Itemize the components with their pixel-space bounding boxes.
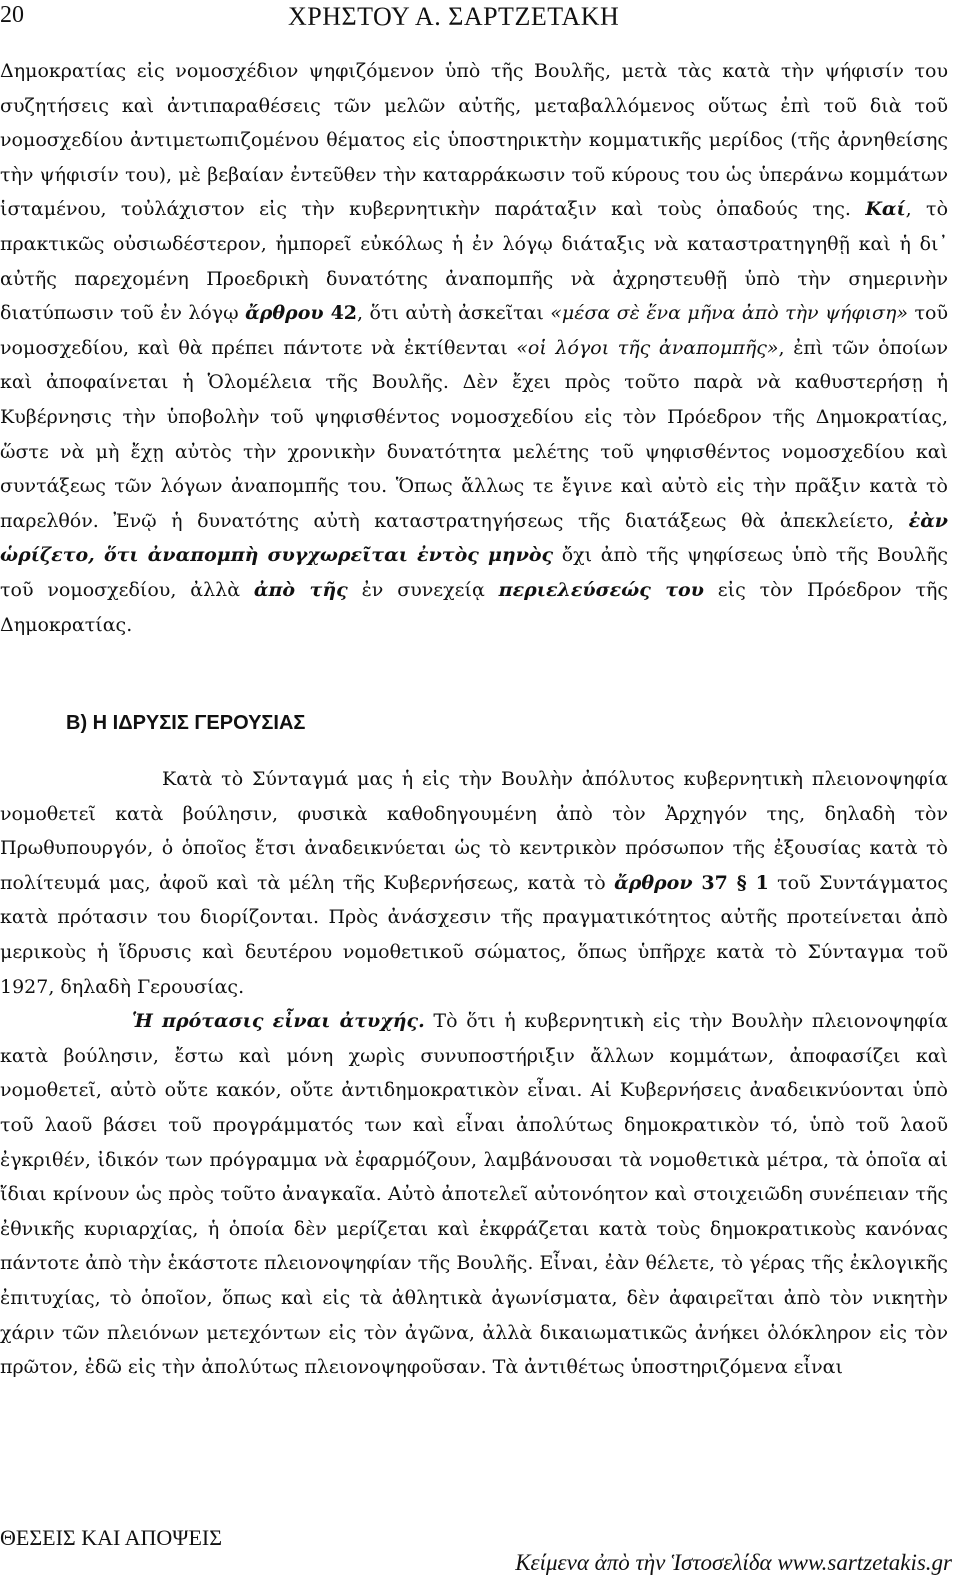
p1-emph-2: ἀπὸ τῆς [253, 578, 348, 601]
p1-text-1: Δημοκρατίας εἰς νομοσχέδιον ψηφιζόμενον ὑπὸ τῆς Βουλῆς, μετὰ τὰς κατὰ τὴν ψήφισίν του συζητήσεις καὶ ἀντιπαραθέσεις τῶν μελῶν αὐτῆς, μεταβαλλόμενος οὕτως ἐπὶ τοῦ διὰ τοῦ νομοσχεδίου ἀντιμετωπιζομένου θέματος εἰς ὑποστηρικτὴν κομματικῆς μερίδος (τῆς ἀρνηθείσης τὴν ψήφισίν του), μὲ βεβαίαν ἐντεῦθεν τὴν καταρράκωσιν τοῦ κύρους του ὡς ὑπεράνω κομμάτων ἱσταμένου, τοὐλάχιστον εἰς τὴν κυβερνητικὴν παράταξιν καὶ τοὺς ὀπαδούς της. [0, 60, 948, 221]
p1-text-4: τοῦ νομοσχεδίου, καὶ θὰ πρέπει πάντοτε νὰ ἐκτίθενται [0, 302, 948, 359]
p2-emph-arthron: ἄρθρον [614, 871, 693, 894]
body-text-section [0, 762, 948, 1385]
p1-emph-kai: Καί [865, 198, 906, 221]
p1-emph-1: ἐὰν ὡρίζετο, ὅτι ἀναπομπὴ συγχωρεῖται ἐντὸς μηνὸς [0, 509, 948, 567]
p1-text-2: , τὸ πρακτικῶς οὐσιωδέστερον, ἠμπορεῖ εὐκόλως ἡ ἐν λόγῳ διάταξις νὰ καταστρατηγηθῇ καὶ ἡ δι᾽ αὐτῆς παρεχομένη Προεδρικὴ δυνατότης ἀναπομπῆς νὰ ἀχρηστευθῇ ὑπὸ τὴν σημερινὴν διατύπωσιν τοῦ ἐν λόγῳ [0, 198, 949, 325]
paragraph-2 [0, 762, 948, 1004]
p1-text-3: , ὅτι αὐτὴ ἀσκεῖται [357, 302, 551, 325]
p2-text-1: Κατὰ τὸ Σύνταγμά μας ἡ εἰς τὴν Βουλὴν ἀπόλυτος κυβερνητικὴ πλειονοψηφία νομοθετεῖ κατὰ βούλησιν, φυσικὰ καθοδηγουμένη ἀπὸ τὸν Ἀρχηγόν της, δηλαδὴ τὸν Πρωθυπουργόν, ὁ ὁποῖος ἔτσι ἀναδεικνύεται ὡς τὸ κεντρικὸν πρόσωπον τῆς ἐξουσίας κατὰ τὸ πολίτευμά μας, ἀφοῦ καὶ τὰ μέλη τῆς Κυβερνήσεως, κατὰ τὸ [0, 768, 948, 894]
p2-article-ref: 37 § 1 [692, 871, 769, 894]
running-head: ΧΡΗΣΤΟΥ Α. ΣΑΡΤΖΕΤΑΚΗ [288, 2, 620, 31]
p1-text-6: ὄχι ἀπὸ τῆς ψηφίσεως ὑπὸ τῆς Βουλῆς τοῦ νομοσχεδίου, ἀλλὰ [0, 544, 948, 601]
p1-quote-2: «οἱ λόγοι τῆς ἀναπομπῆς» [516, 336, 779, 359]
section-heading: Β) Η ΙΔΡΥΣΙΣ ΓΕΡΟΥΣΙΑΣ [66, 712, 306, 734]
footer-title: ΘΕΣΕΙΣ ΚΑΙ ΑΠΟΨΕΙΣ [0, 1525, 223, 1550]
p1-text-8: εἰς τὸν Πρόεδρον τῆς Δημοκρατίας. [0, 578, 948, 636]
p1-text-7: ἐν συνεχείᾳ [347, 578, 499, 601]
paragraph-1 [0, 54, 948, 642]
paragraph-3 [0, 1004, 948, 1385]
p2-text-2: τοῦ Συντάγματος κατὰ πρότασιν του διορίζονται. Πρὸς ἀνάσχεσιν τῆς πραγματικότητος αὐτῆς προτείνεται ἀπὸ μερικοὺς ἡ ἵδρυσις καὶ δευτέρου νομοθετικοῦ σώματος, ὅπως ὑπῆρχε κατὰ τὸ Σύνταγμα τοῦ 1927, δηλαδὴ Γερουσίας. [0, 871, 948, 998]
p1-article-number: 42 [323, 302, 358, 325]
footer-source: Κείμενα ἀπὸ τὴν Ἱστοσελίδα www.sartzetakis.gr [515, 1550, 952, 1575]
page-number: 20 [0, 2, 24, 28]
p1-emph-3: περιελεύσεώς του [498, 578, 704, 601]
p1-emph-arthrou: ἄρθρου [245, 302, 324, 325]
p3-emph: Ἡ πρότασις εἶναι ἀτυχής. [132, 1010, 425, 1033]
body-text-top [0, 54, 948, 642]
p3-text-1: Τὸ ὅτι ἡ κυβερνητικὴ εἰς τὴν Βουλὴν πλειονοψηφία κατὰ βούλησιν, ἔστω καὶ μόνη χωρὶς συνυποστήριξιν ἄλλων κομμάτων, ἀποφασίζει καὶ νομοθετεῖ, αὐτὸ οὔτε κακόν, οὔτε ἀντιδημοκρατικὸν εἶναι. Αἱ Κυβερνήσεις ἀναδεικνύονται ὑπὸ τοῦ λαοῦ βάσει τοῦ προγράμματός των καὶ εἶναι ἀπολύτως δημοκρατικὸν τό, ὑπὸ τοῦ λαοῦ ἐγκριθέν, ἰδικόν των πρόγραμμα νὰ ἐφαρμόζουν, λαμβάνουσαι τὰ νομοθετικὰ μέτρα, τὰ ὁποῖα αἱ ἴδιαι κρίνουν ὡς πρὸς τοῦτο ἀναγκαῖα. Αὐτὸ ἀποτελεῖ αὐτονόητον καὶ στοιχειῶδη συνέπειαν τῆς ἐθνικῆς κυριαρχίας, ἡ ὁποία δὲν μερίζεται καὶ ἐκφράζεται κατὰ τοὺς δημοκρατικοὺς κανόνας πάντοτε ἀπὸ τὴν ἑκάστοτε πλειονοψηφίαν τῆς Βουλῆς. Εἶναι, ἐὰν θέλετε, τὸ γέρας τῆς ἐκλογικῆς ἐπιτυχίας, τὸ ὁποῖον, ὅπως καὶ εἰς τὰ ἀθλητικὰ ἀγωνίσματα, δὲν ἀφαιρεῖται ἀπὸ τὸν νικητὴν χάριν τῶν πλειόνων μετεχόντων εἰς τὸν ἀγῶνα, ἀλλὰ δικαιωματικῶς ἀνήκει ὁλόκληρον εἰς τὸν πρῶτον, ἐδῶ εἰς τὴν ἀπολύτως πλειονοψηφοῦσαν. Τὰ ἀντιθέτως ὑποστηριζόμενα εἶναι [0, 1010, 948, 1379]
p1-text-5: , ἐπὶ τῶν ὁποίων καὶ ἀποφαίνεται ἡ Ὁλομέλεια τῆς Βουλῆς. Δὲν ἔχει πρὸς τοῦτο παρὰ νὰ καθυστερήσῃ ἡ Κυβέρνησις τὴν ὑποβολὴν τοῦ ψηφισθέντος νομοσχεδίου εἰς τὸν Πρόεδρον τῆς Δημοκρατίας, ὥστε νὰ μὴ ἔχῃ αὐτὸς τὴν χρονικὴν δυνατότητα μελέτης τοῦ ψηφισθέντος νομοσχεδίου καὶ συντάξεως τῶν λόγων ἀναπομπῆς του. Ὅπως ἄλλως τε ἔγινε καὶ αὐτὸ εἰς τὴν πρᾶξιν κατὰ τὸ παρελθόν. Ἐνῷ ἡ δυνατότης αὐτὴ καταστρατηγήσεως τῆς διατάξεως θὰ ἀπεκλείετο, [0, 336, 948, 532]
p1-quote-1: «μέσα σὲ ἕνα μῆνα ἀπὸ τὴν ψήφιση» [550, 302, 909, 325]
